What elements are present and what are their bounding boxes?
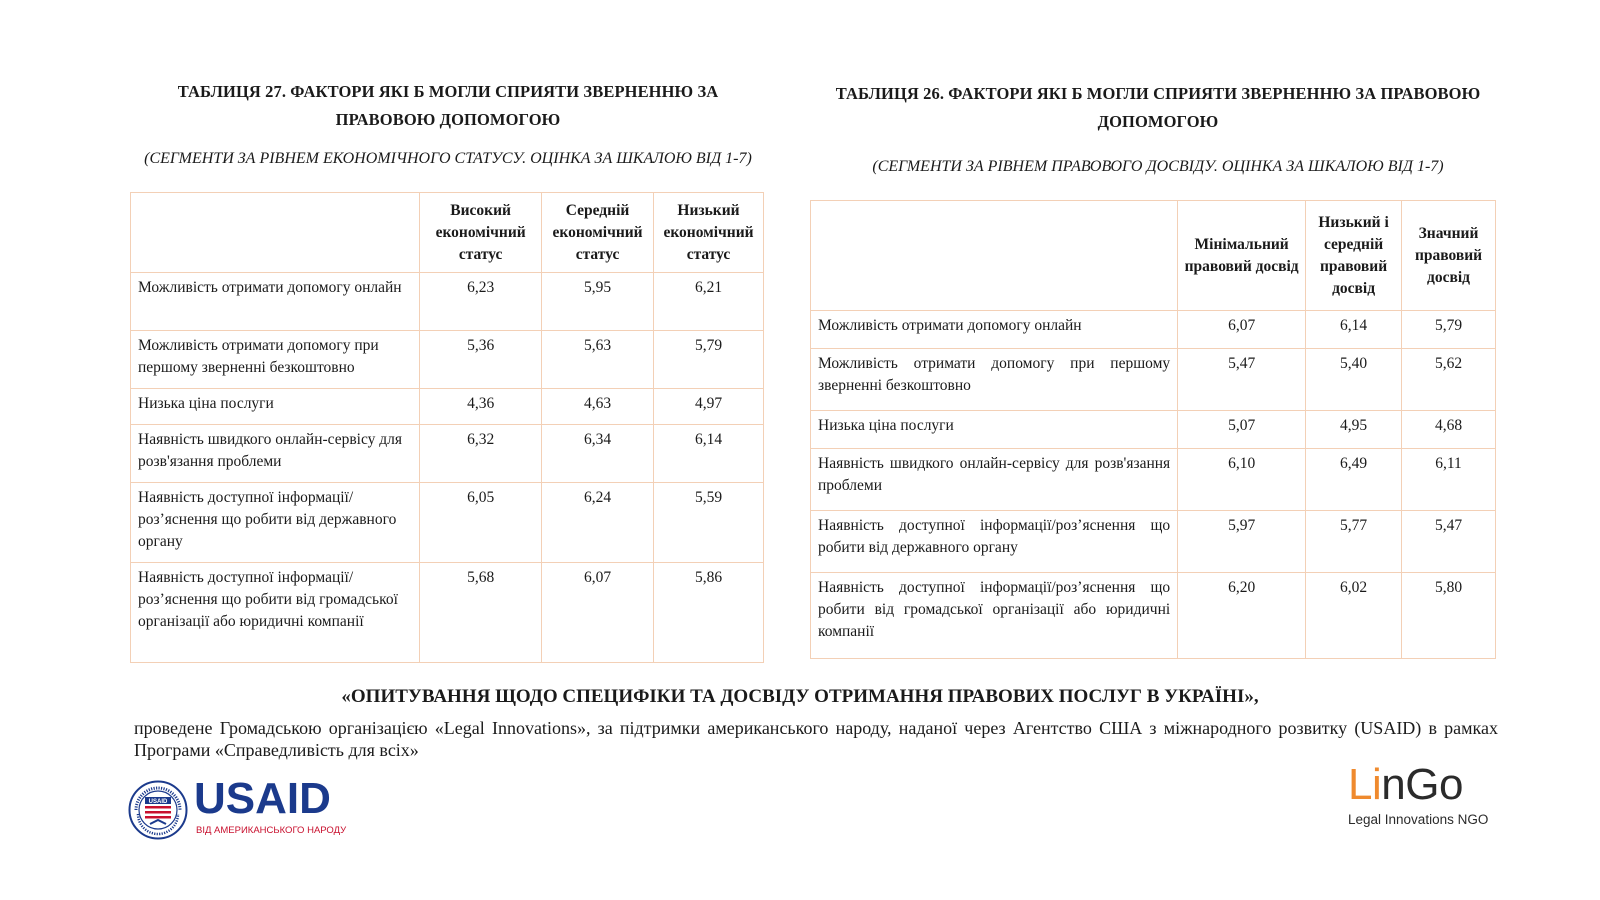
table-row (131, 483, 764, 563)
cell-value: 6,21 (654, 273, 764, 331)
table-row (811, 449, 1496, 511)
cell-value: 5,36 (420, 331, 542, 389)
table-row (131, 425, 764, 483)
table27-header-corner (131, 193, 420, 273)
usaid-seal-icon (128, 780, 188, 840)
table-row (811, 511, 1496, 573)
row-label: Наявність доступної інформації/роз’яснення що робити від державного органу (131, 483, 420, 563)
cell-value: 6,05 (420, 483, 542, 563)
cell-value: 5,77 (1306, 511, 1402, 573)
table26-title: ТАБЛИЦЯ 26. ФАКТОРИ ЯКІ Б МОГЛИ СПРИЯТИ ЗВЕРНЕННЮ ЗА ПРАВОВОЮ ДОПОМОГОЮ (835, 84, 1481, 131)
cell-value: 6,07 (542, 563, 654, 663)
table-row (131, 331, 764, 389)
cell-value: 4,95 (1306, 411, 1402, 449)
survey-title: «ОПИТУВАННЯ ЩОДО СПЕЦИФІКИ ТА ДОСВІДУ ОТРИМАННЯ ПРАВОВИХ ПОСЛУГ В УКРАЇНІ», (341, 686, 1259, 707)
lingo-wordmark (1348, 760, 1463, 810)
cell-value: 5,80 (1402, 573, 1496, 659)
lingo-tagline: Legal Innovations NGO (1348, 812, 1489, 827)
row-label: Можливість отримати допомогу при першому зверненні безкоштовно (811, 349, 1178, 411)
table26-col-header: Значний правовий досвід (1402, 201, 1496, 311)
table-row (131, 273, 764, 331)
table27-header-row (131, 193, 764, 273)
table27-subtitle: (СЕГМЕНТИ ЗА РІВНЕМ ЕКОНОМІЧНОГО СТАТУСУ. ОЦІНКА ЗА ШКАЛОЮ ВІД 1-7) (144, 150, 752, 167)
cell-value: 5,07 (1178, 411, 1306, 449)
usaid-logo (128, 774, 348, 840)
table26-col-header: Мінімальний правовий досвід (1178, 201, 1306, 311)
table-row (811, 573, 1496, 659)
cell-value: 5,62 (1402, 349, 1496, 411)
row-label: Можливість отримати допомогу при першому зверненні безкоштовно (131, 331, 420, 389)
row-label: Наявність швидкого онлайн-сервісу для розв'язання проблеми (131, 425, 420, 483)
cell-value: 6,23 (420, 273, 542, 331)
usaid-tagline: ВІД АМЕРИКАНСЬКОГО НАРОДУ (196, 825, 347, 836)
row-label: Низька ціна послуги (131, 389, 420, 425)
cell-value: 6,49 (1306, 449, 1402, 511)
cell-value: 5,40 (1306, 349, 1402, 411)
svg-text:USAID: USAID (148, 798, 168, 805)
usaid-name: USAID (194, 774, 331, 823)
table-row (811, 411, 1496, 449)
cell-value: 6,11 (1402, 449, 1496, 511)
table27-col-header: Середній економічний статус (542, 193, 654, 273)
table-row (811, 349, 1496, 411)
row-label: Можливість отримати допомогу онлайн (811, 311, 1178, 349)
cell-value: 5,79 (1402, 311, 1496, 349)
lingo-name-part1: Li (1348, 760, 1382, 809)
cell-value: 6,34 (542, 425, 654, 483)
table-row (131, 563, 764, 663)
cell-value: 6,32 (420, 425, 542, 483)
table26-col-header: Низький і середній правовий досвід (1306, 201, 1402, 311)
cell-value: 6,07 (1178, 311, 1306, 349)
row-label: Низька ціна послуги (811, 411, 1178, 449)
cell-value: 4,36 (420, 389, 542, 425)
table27-col-header: Високий економічний статус (420, 193, 542, 273)
cell-value: 5,79 (654, 331, 764, 389)
table26 (810, 200, 1496, 659)
lingo-logo (1340, 760, 1510, 828)
cell-value: 5,86 (654, 563, 764, 663)
cell-value: 5,59 (654, 483, 764, 563)
cell-value: 6,02 (1306, 573, 1402, 659)
table27-title: ТАБЛИЦЯ 27. ФАКТОРИ ЯКІ Б МОГЛИ СПРИЯТИ ЗВЕРНЕННЮ ЗА ПРАВОВОЮ ДОПОМОГОЮ (177, 82, 719, 129)
row-label: Наявність швидкого онлайн-сервісу для розв'язання проблеми (811, 449, 1178, 511)
lingo-name-part2: nGo (1381, 760, 1463, 809)
table-row (811, 311, 1496, 349)
cell-value: 5,63 (542, 331, 654, 389)
row-label: Наявність доступної інформації/роз’яснення що робити від громадської організації або юридичні компанії (131, 563, 420, 663)
cell-value: 4,97 (654, 389, 764, 425)
cell-value: 5,68 (420, 563, 542, 663)
table26-header-corner (811, 201, 1178, 311)
survey-description: проведене Громадською організацією «Legal Innovations», за підтримки американського народу, наданої через Агентство США з міжнародного розвитку (USAID) в рамках Програми «Справедливість для всіх» (134, 718, 1498, 760)
cell-value: 6,10 (1178, 449, 1306, 511)
cell-value: 4,68 (1402, 411, 1496, 449)
cell-value: 6,14 (1306, 311, 1402, 349)
table-row (131, 389, 764, 425)
cell-value: 5,47 (1178, 349, 1306, 411)
cell-value: 5,47 (1402, 511, 1496, 573)
table27-col-header: Низький економічний статус (654, 193, 764, 273)
cell-value: 6,20 (1178, 573, 1306, 659)
cell-value: 5,95 (542, 273, 654, 331)
cell-value: 6,24 (542, 483, 654, 563)
row-label: Наявність доступної інформації/роз’яснення що робити від громадської організації або юридичні компанії (811, 573, 1178, 659)
usaid-wordmark (194, 774, 331, 824)
cell-value: 6,14 (654, 425, 764, 483)
table26-subtitle: (СЕГМЕНТИ ЗА РІВНЕМ ПРАВОВОГО ДОСВІДУ. ОЦІНКА ЗА ШКАЛОЮ ВІД 1-7) (872, 158, 1444, 175)
table27 (130, 192, 764, 663)
row-label: Наявність доступної інформації/роз’яснення що робити від державного органу (811, 511, 1178, 573)
table26-header-row (811, 201, 1496, 311)
cell-value: 4,63 (542, 389, 654, 425)
row-label: Можливість отримати допомогу онлайн (131, 273, 420, 331)
cell-value: 5,97 (1178, 511, 1306, 573)
